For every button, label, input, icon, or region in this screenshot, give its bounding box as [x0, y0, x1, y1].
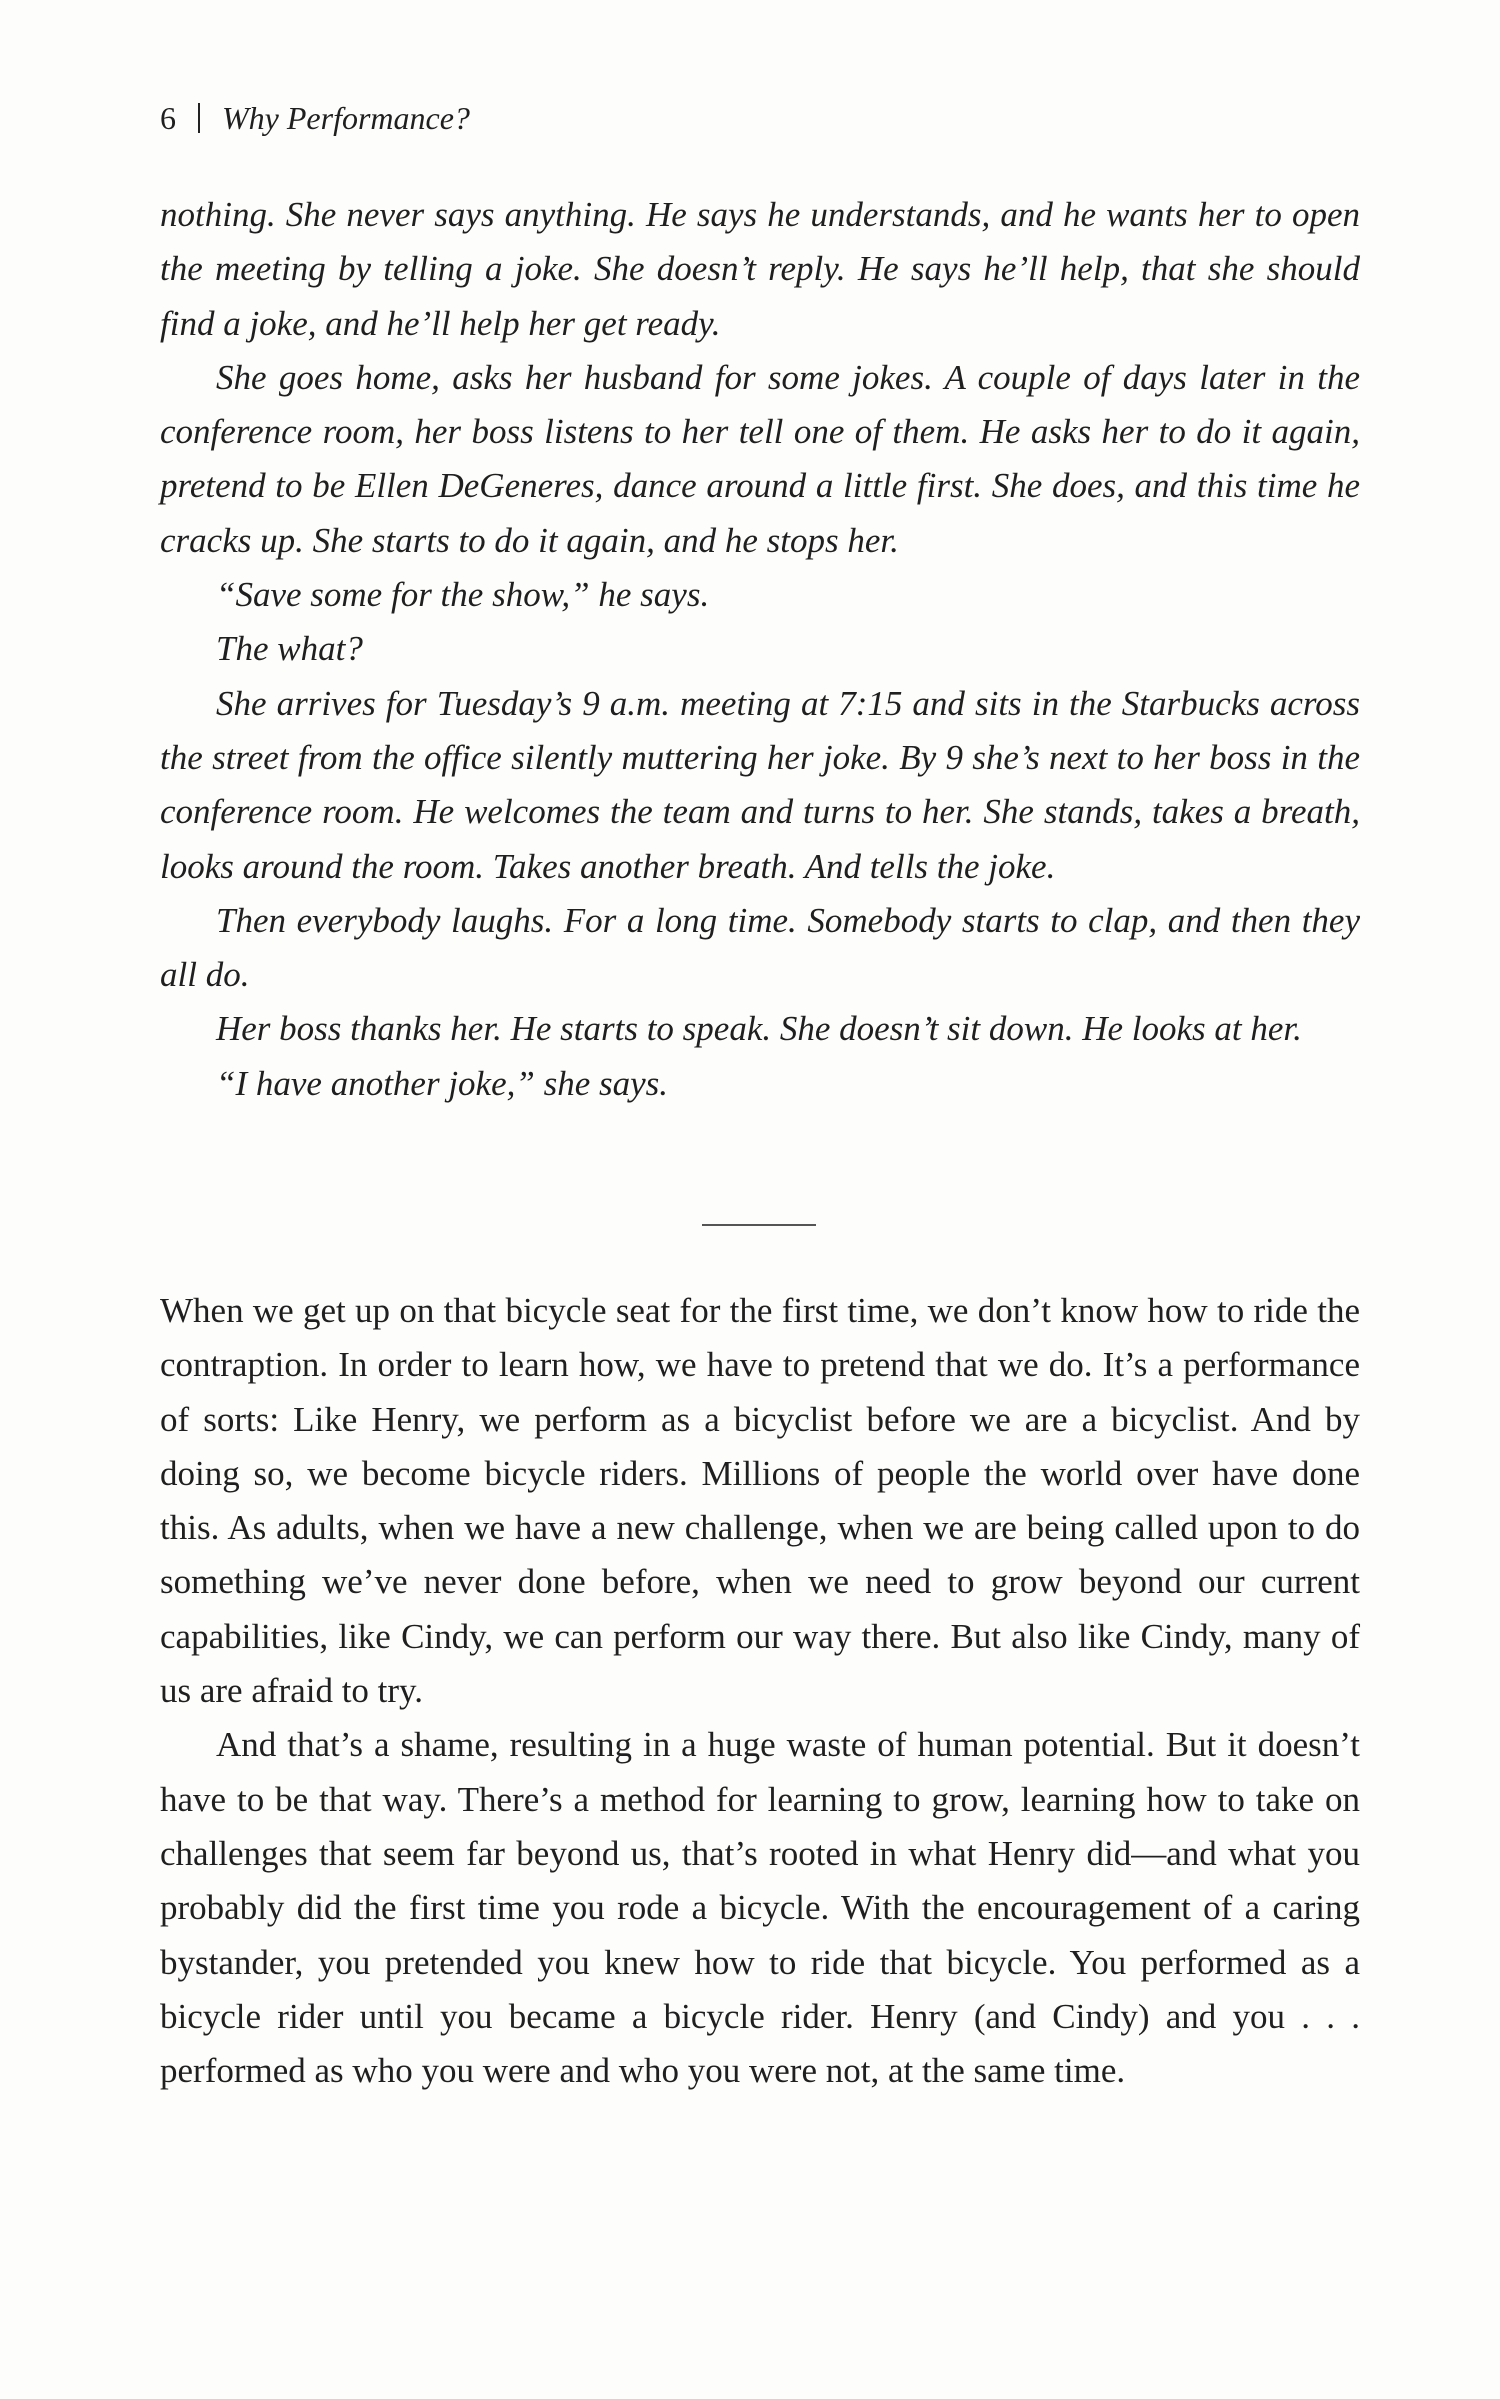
running-head [160, 98, 470, 138]
body-paragraph-2: And that’s a shame, resulting in a huge waste of human potential. But it doesn’t have to be that way. There’s a method for learning to grow, learning how to take on challenges that seem far beyond us, that’s rooted in what Henry did—and what you probably did the first time you rode a bicycle. With the encouragement of a caring bystander, you pretended you knew how to ride that bicycle. You performed as a bicycle rider until you became a bicycle rider. Henry (and Cindy) and you . . . performed as who you were and who you were not, at the same time. [160, 1725, 1360, 2091]
italic-paragraph-7: Her boss thanks her. He starts to speak. She doesn’t sit down. He looks at her. [216, 1009, 1302, 1049]
italic-paragraph-1: nothing. She never says anything. He says he understands, and he wants her to open the meeting by telling a joke. She doesn’t reply. He says he’ll help, that she should find a joke, and he’ll help her get ready. [160, 195, 1360, 343]
italic-paragraph-2: She goes home, asks her husband for some jokes. A couple of days later in the conference room, her boss listens to her tell one of them. He asks her to do it again, pretend to be Ellen DeGeneres, dance around a little first. She does, and this time he cracks up. She starts to do it again, and he stops her. [160, 357, 1360, 560]
section-divider [702, 1224, 816, 1226]
italic-narrative [160, 188, 1360, 1111]
italic-paragraph-8: “I have another joke,” she says. [216, 1063, 669, 1103]
body-text [160, 1284, 1360, 2098]
italic-paragraph-3: “Save some for the show,” he says. [216, 575, 710, 615]
italic-paragraph-4: The what? [216, 629, 363, 669]
running-title: Why Performance? [222, 100, 470, 136]
page-number: 6 [160, 100, 176, 136]
italic-paragraph-5: She arrives for Tuesday’s 9 a.m. meeting at 7:15 and sits in the Starbucks across the street from the office silently muttering her joke. By 9 she’s next to her boss in the conference room. He welcomes the team and turns to her. She stands, takes a breath, looks around the room. Takes another breath. And tells the joke. [160, 683, 1360, 886]
body-paragraph-1: When we get up on that bicycle seat for the first time, we don’t know how to ride the contraption. In order to learn how, we have to pretend that we do. It’s a performance of sorts: Like Henry, we perform as a bicyclist before we are a bicyclist. And by doing so, we become bicycle riders. Millions of people the world over have done this. As adults, when we have a new challenge, when we are being called upon to do something we’ve never done before, when we need to grow beyond our current capabilities, like Cindy, we can perform our way there. But also like Cindy, many of us are afraid to try. [160, 1291, 1360, 1711]
header-separator [198, 103, 200, 133]
italic-paragraph-6: Then everybody laughs. For a long time. Somebody starts to clap, and then they all do. [160, 900, 1360, 995]
